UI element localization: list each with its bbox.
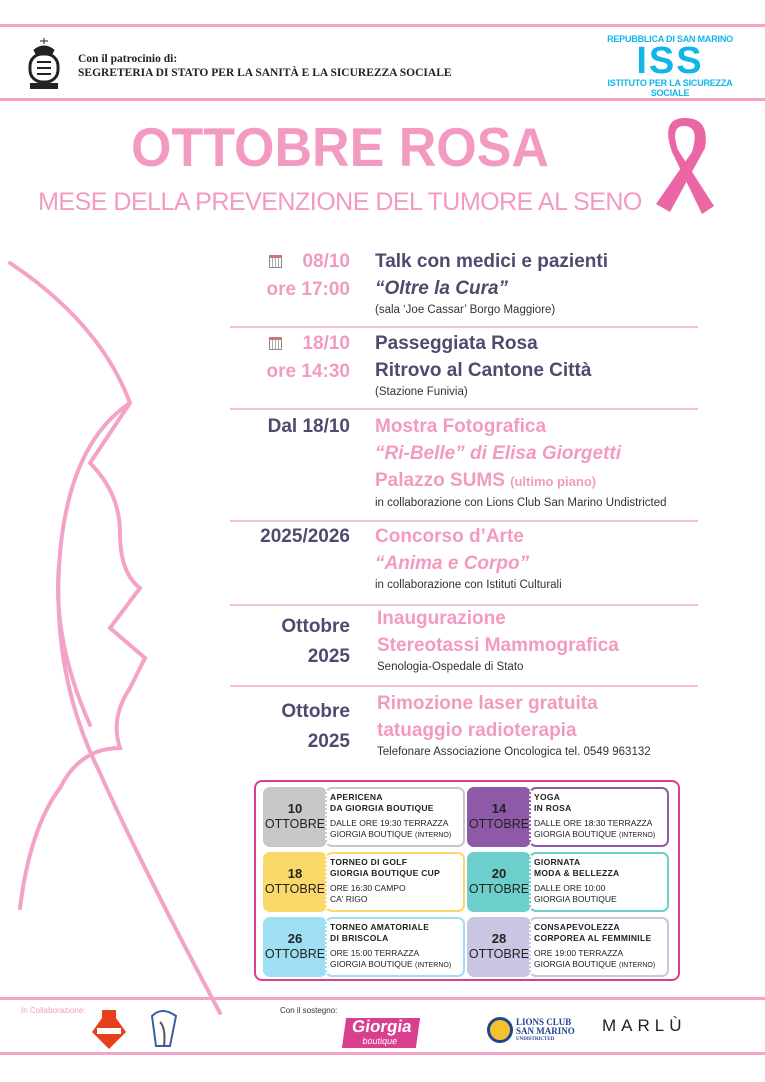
event-line2: “Anima e Corpo” xyxy=(375,553,530,574)
schedule-title1: APERICENA xyxy=(330,792,383,802)
schedule-title2: IN ROSA xyxy=(534,803,572,813)
event-line3-small: (ultimo piano) xyxy=(510,474,597,489)
schedule-month: OTTOBRE xyxy=(468,817,530,831)
lions-club-logo xyxy=(516,1018,575,1043)
schedule-detail1: ORE 19:00 TERRAZZA xyxy=(534,948,624,958)
event-note: in collaborazione con Istituti Culturali xyxy=(375,579,562,591)
schedule-item xyxy=(263,852,468,912)
san-marino-coat-of-arms-icon xyxy=(22,36,66,92)
event-date: Ottobre xyxy=(281,701,350,722)
schedule-day: 14 xyxy=(491,801,507,816)
schedule-detail1: DALLE ORE 18:30 TERRAZZA xyxy=(534,818,653,828)
event-note: Senologia-Ospedale di Stato xyxy=(377,661,524,673)
iss-logo xyxy=(600,34,740,98)
event-line3: Palazzo SUMS xyxy=(375,470,505,491)
pink-ribbon-icon xyxy=(650,112,720,224)
event-text xyxy=(375,330,705,400)
event-note: (Stazione Funivia) xyxy=(375,386,468,398)
schedule-detail2-small: (INTERNO) xyxy=(415,962,452,969)
event-text xyxy=(377,690,707,760)
boutique-text: boutique xyxy=(361,1036,398,1046)
event-line2: “Ri-Belle” di Elisa Giorgetti xyxy=(375,443,621,464)
schedule-month: OTTOBRE xyxy=(264,817,326,831)
event-year: 2025 xyxy=(307,646,350,667)
schedule-detail2-small: (INTERNO) xyxy=(415,832,452,839)
schedule-item xyxy=(467,787,672,847)
schedule-detail1: DALLE ORE 19:30 TERRAZZA xyxy=(330,818,449,828)
schedule-title2: CORPOREA AL FEMMINILE xyxy=(534,933,652,943)
patronage-org: SEGRETERIA DI STATO PER LA SANITÀ E LA SICUREZZA SOCIALE xyxy=(78,67,452,79)
schedule-item xyxy=(467,917,672,977)
schedule-detail1: DALLE ORE 10:00 xyxy=(534,883,606,893)
event-line1: Inaugurazione xyxy=(377,608,506,629)
event-note: Telefonare Associazione Oncologica tel. 0549 963132 xyxy=(377,746,651,758)
schedule-item xyxy=(263,917,468,977)
event-text xyxy=(375,248,705,318)
schedule-day: 28 xyxy=(491,931,507,946)
event-date: Dal 18/10 xyxy=(267,416,350,437)
calendar-icon xyxy=(269,337,282,350)
event-line1: Mostra Fotografica xyxy=(375,416,547,437)
lions-club-icon xyxy=(487,1017,513,1043)
marlu-logo: MARLÙ xyxy=(602,1016,687,1035)
event-year: 2025 xyxy=(307,731,350,752)
schedule-detail2: GIORGIA BOUTIQUE xyxy=(534,894,617,904)
schedule-detail2: GIORGIA BOUTIQUE xyxy=(330,959,413,969)
schedule-title2: DI BRISCOLA xyxy=(330,933,389,943)
iss-bottom-text: ISTITUTO PER LA SICUREZZA SOCIALE xyxy=(607,78,733,98)
page-subtitle: MESE DELLA PREVENZIONE DEL TUMORE AL SENO xyxy=(38,188,642,216)
event-line1: Rimozione laser gratuita xyxy=(377,693,598,714)
patronage xyxy=(78,52,452,80)
patronage-label: Con il patrocinio di: xyxy=(78,53,178,65)
schedule-title1: TORNEO AMATORIALE xyxy=(330,922,430,932)
divider xyxy=(230,408,698,410)
schedule-info xyxy=(325,852,465,912)
schedule-item xyxy=(263,787,468,847)
event-line1: Concorso d’Arte xyxy=(375,526,524,547)
schedule-detail2: CA' RIGO xyxy=(330,894,368,904)
schedule-month: OTTOBRE xyxy=(264,882,326,896)
event-note: (sala ‘Joe Cassar’ Borgo Maggiore) xyxy=(375,304,556,316)
event-date: 2025/2026 xyxy=(260,526,350,547)
giorgia-boutique-logo xyxy=(342,1018,420,1048)
schedule-detail2: GIORGIA BOUTIQUE xyxy=(534,829,617,839)
event-text xyxy=(375,413,705,511)
schedule-info xyxy=(529,787,669,847)
association-logo xyxy=(146,1008,180,1050)
lions-line2: SAN MARINO xyxy=(516,1026,575,1036)
schedule-info xyxy=(325,787,465,847)
schedule-detail2: GIORGIA BOUTIQUE xyxy=(330,829,413,839)
event-date: 08/10 xyxy=(302,251,350,272)
schedule-month: OTTOBRE xyxy=(468,882,530,896)
top-rule xyxy=(0,24,765,27)
event-line1: Passeggiata Rosa xyxy=(375,333,538,354)
schedule-month: OTTOBRE xyxy=(264,947,326,961)
schedule-detail1: ORE 15:00 TERRAZZA xyxy=(330,948,420,958)
page-title: OTTOBRE ROSA xyxy=(131,117,549,179)
event-line2: Ritrovo al Cantone Città xyxy=(375,360,592,381)
schedule-detail2-small: (INTERNO) xyxy=(619,962,656,969)
schedule-title2: GIORGIA BOUTIQUE CUP xyxy=(330,868,441,878)
schedule-date xyxy=(263,787,327,847)
schedule-date xyxy=(467,852,531,912)
schedule-title2: MODA & BELLEZZA xyxy=(534,868,620,878)
woman-silhouette-illustration xyxy=(0,255,240,1055)
schedule-info xyxy=(325,917,465,977)
event-line2: tatuaggio radioterapia xyxy=(377,720,577,741)
lions-line1: LIONS CLUB xyxy=(516,1017,572,1027)
schedule-day: 10 xyxy=(287,801,303,816)
event-date: Ottobre xyxy=(281,616,350,637)
event-date: 18/10 xyxy=(302,333,350,354)
support-label: Con il sostegno: xyxy=(280,1006,338,1015)
oncology-association-logo xyxy=(92,1008,126,1050)
schedule-day: 20 xyxy=(491,866,507,881)
schedule-date xyxy=(467,917,531,977)
event-line1: Talk con medici e pazienti xyxy=(375,251,608,272)
event-time: ore 17:00 xyxy=(266,279,350,300)
divider xyxy=(230,520,698,522)
event-time: ore 14:30 xyxy=(266,361,350,382)
schedule-day: 26 xyxy=(287,931,303,946)
header-rule xyxy=(0,98,765,101)
event-line2: Stereotassi Mammografica xyxy=(377,635,619,656)
schedule-day: 18 xyxy=(287,866,303,881)
schedule-item xyxy=(467,852,672,912)
footer-bottom-rule xyxy=(0,1052,765,1055)
schedule-title1: YOGA xyxy=(534,792,561,802)
calendar-icon xyxy=(269,255,282,268)
schedule-date xyxy=(467,787,531,847)
divider xyxy=(230,326,698,328)
schedule-title1: GIORNATA xyxy=(534,857,581,867)
lions-line3: UNDISTRICTED xyxy=(516,1037,555,1042)
event-note: in collaborazione con Lions Club San Marino Undistricted xyxy=(375,497,667,509)
schedule-detail2: GIORGIA BOUTIQUE xyxy=(534,959,617,969)
schedule-title1: TORNEO DI GOLF xyxy=(330,857,408,867)
schedule-info xyxy=(529,852,669,912)
event-line2: “Oltre la Cura” xyxy=(375,278,509,299)
schedule-month: OTTOBRE xyxy=(468,947,530,961)
iss-top-text: REPUBBLICA DI SAN MARINO xyxy=(607,34,733,44)
giorgia-text: Giorgia xyxy=(350,1017,413,1036)
schedule-date xyxy=(263,852,327,912)
divider xyxy=(230,685,698,687)
schedule-date xyxy=(263,917,327,977)
schedule-detail1: ORE 16:30 CAMPO xyxy=(330,883,406,893)
footer-top-rule xyxy=(0,997,765,1000)
iss-logo-text: ISS xyxy=(636,40,704,82)
schedule-detail2-small: (INTERNO) xyxy=(619,832,656,839)
event-text xyxy=(375,523,705,593)
schedule-title1: CONSAPEVOLEZZA xyxy=(534,922,620,932)
event-text xyxy=(377,605,707,675)
schedule-title2: DA GIORGIA BOUTIQUE xyxy=(330,803,434,813)
collab-label: In Collaborazione: xyxy=(21,1006,86,1015)
schedule-info xyxy=(529,917,669,977)
